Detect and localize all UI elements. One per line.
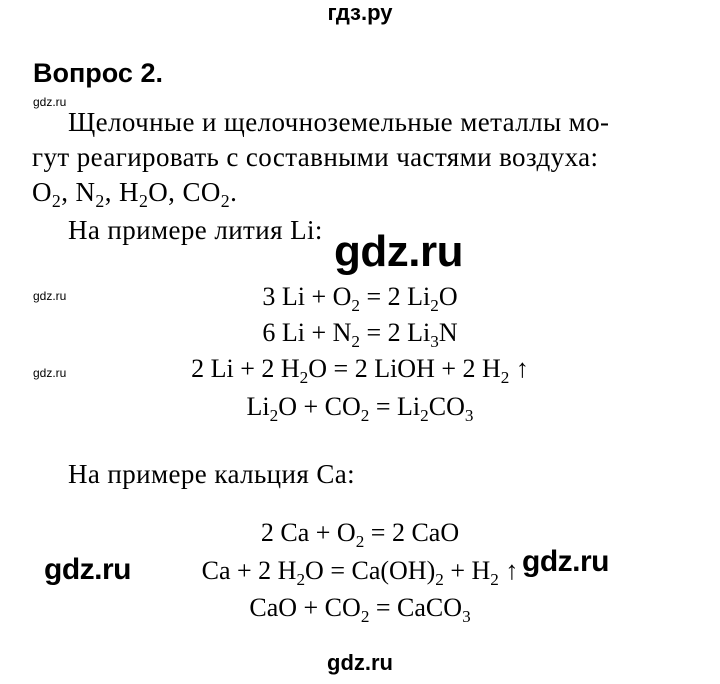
intro-line-1: Щелочные и щелочноземельные металлы мо-	[68, 107, 610, 137]
intro-gases-line: $O_2$, $N_2$, $H_2O$, $CO_2$.	[32, 177, 238, 212]
intro-line-2: гут реагировать с составными частями воздуха:	[32, 142, 599, 172]
watermark-small-2: gdz.ru	[33, 289, 67, 303]
watermark-bottom: gdz.ru	[327, 650, 393, 675]
watermark-small-1: gdz.ru	[33, 95, 67, 109]
calcium-heading: На примере кальция Ca:	[68, 459, 356, 489]
lithium-equation-1: 3 $Li + O_2 = 2$ $Li_2O$	[262, 282, 458, 315]
lithium-equation-3: 2 Li + 2 $H_2O = 2$ LiOH + 2 $H_2$ ↑	[191, 354, 529, 387]
watermark-big-1: gdz.ru	[334, 227, 463, 276]
watermark-big-2: gdz.ru	[44, 553, 131, 586]
lithium-heading: На примере лития Li:	[68, 215, 323, 245]
watermark-small-3: gdz.ru	[33, 366, 67, 380]
calcium-equation-2: Ca + 2 $H_2O = Ca(OH)_2 + H_2$ ↑	[201, 556, 519, 589]
lithium-equation-2: 6 $Li + N_2 = 2$ $Li_3N$	[262, 318, 458, 351]
watermark-big-3: gdz.ru	[522, 545, 609, 578]
calcium-equation-1: 2 $Ca + O_2 = 2$ CaO	[260, 518, 460, 551]
site-header: гдз.ру	[327, 0, 393, 25]
question-title: Вопрос 2.	[33, 58, 163, 88]
lithium-equation-4: $Li_2O + CO_2 = Li_2CO_3$	[246, 392, 474, 425]
calcium-equation-3: CaO + $CO_2$ = CaCO$_3$	[249, 593, 471, 626]
